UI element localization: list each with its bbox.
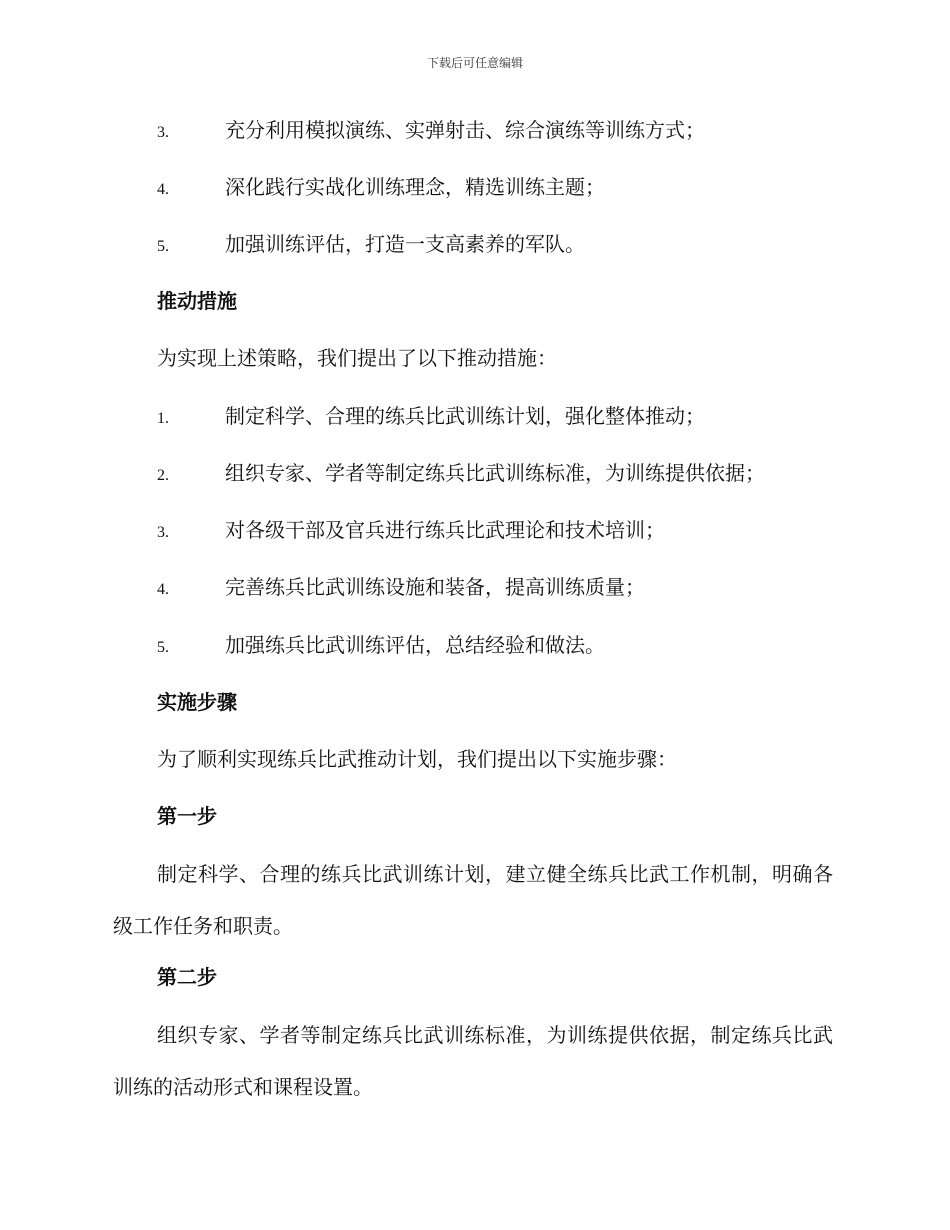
list-number: 5. [157, 639, 169, 656]
list-text: 对各级干部及官兵进行练兵比武理论和技术培训； [225, 518, 665, 542]
steps-heading: 实施步骤 [157, 690, 237, 714]
strategy-item-3 [157, 116, 705, 147]
list-number: 2. [157, 467, 169, 484]
list-text: 加强训练评估，打造一支高素养的军队。 [225, 232, 585, 256]
strategy-item-5 [157, 230, 585, 261]
measure-item-5 [157, 631, 605, 662]
measure-item-2 [157, 459, 765, 490]
measures-heading: 推动措施 [157, 289, 237, 313]
page-header: 下载后可任意编辑 [426, 56, 523, 70]
measure-item-3 [157, 516, 665, 547]
list-number: 5. [157, 238, 169, 255]
measure-item-1 [157, 402, 705, 433]
list-number: 4. [157, 581, 169, 598]
step2-paragraph: 组织专家、学者等制定练兵比武训练标准，为训练提供依据，制定练兵比武训练的活动形式和课程设置。 [113, 1023, 833, 1099]
steps-intro: 为了顺利实现练兵比武推动计划，我们提出以下实施步骤： [157, 747, 677, 771]
list-number: 1. [157, 410, 169, 427]
step1-heading: 第一步 [157, 804, 217, 828]
step1-paragraph: 制定科学、合理的练兵比武训练计划，建立健全练兵比武工作机制，明确各级工作任务和职责。 [113, 862, 833, 938]
list-text: 组织专家、学者等制定练兵比武训练标准，为训练提供依据； [225, 461, 765, 485]
measure-item-4 [157, 573, 645, 604]
list-number: 3. [157, 124, 169, 141]
measures-intro: 为实现上述策略，我们提出了以下推动措施： [157, 346, 557, 370]
list-number: 4. [157, 181, 169, 198]
step2-heading: 第二步 [157, 965, 217, 989]
list-text: 深化践行实战化训练理念，精选训练主题； [225, 175, 605, 199]
list-number: 3. [157, 524, 169, 541]
strategy-item-4 [157, 173, 605, 204]
list-text: 充分利用模拟演练、实弹射击、综合演练等训练方式； [225, 118, 705, 142]
list-text: 完善练兵比武训练设施和装备，提高训练质量； [225, 575, 645, 599]
list-text: 制定科学、合理的练兵比武训练计划，强化整体推动； [225, 404, 705, 428]
list-text: 加强练兵比武训练评估，总结经验和做法。 [225, 633, 605, 657]
